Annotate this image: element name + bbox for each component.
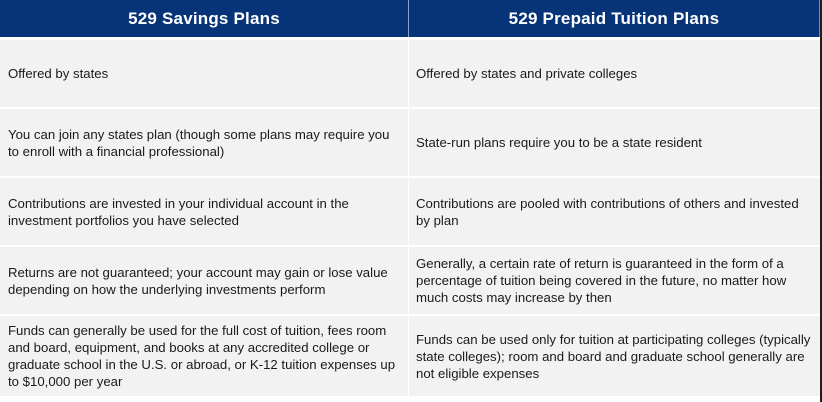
column-header-savings-plans: 529 Savings Plans bbox=[0, 0, 409, 37]
table-cell-prepaid-use-of-funds: Funds can be used only for tuition at participating colleges (typically state colleges); room and board and graduate school generally are not eligible expenses bbox=[409, 314, 820, 396]
table-cell-savings-use-of-funds: Funds can generally be used for the full cost of tuition, fees room and board, equipment, and books at any accredited college or graduate school in the U.S. or abroad, or K-12 tuition expenses up to $10,000 per year bbox=[0, 314, 409, 396]
table-cell-savings-returns: Returns are not guaranteed; your account may gain or lose value depending on how the underlying investments perform bbox=[0, 245, 409, 314]
table-cell-savings-offered-by: Offered by states bbox=[0, 37, 409, 107]
table-cell-savings-contributions: Contributions are invested in your individual account in the investment portfolios you have selected bbox=[0, 176, 409, 245]
table-cell-savings-eligibility: You can join any states plan (though some plans may require you to enroll with a financial professional) bbox=[0, 107, 409, 176]
table-cell-prepaid-returns: Generally, a certain rate of return is guaranteed in the form of a percentage of tuition being covered in the future, no matter how much costs may increase by then bbox=[409, 245, 820, 314]
table-cell-prepaid-eligibility: State-run plans require you to be a state resident bbox=[409, 107, 820, 176]
table-cell-prepaid-offered-by: Offered by states and private colleges bbox=[409, 37, 820, 107]
column-header-prepaid-tuition-plans: 529 Prepaid Tuition Plans bbox=[409, 0, 820, 37]
table-cell-prepaid-contributions: Contributions are pooled with contributions of others and invested by plan bbox=[409, 176, 820, 245]
